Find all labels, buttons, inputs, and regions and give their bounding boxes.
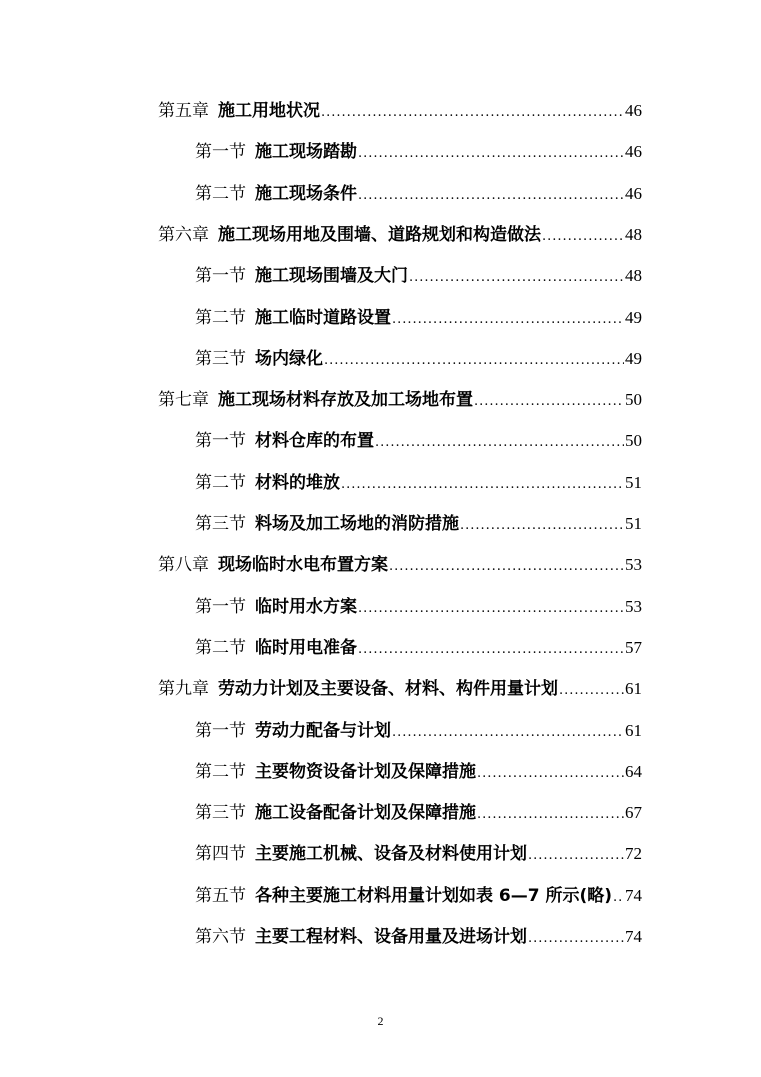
toc-entry-page: 51	[625, 472, 642, 492]
toc-entry-page: 50	[625, 390, 642, 410]
toc-entry-page: 51	[625, 514, 642, 533]
page-number: 2	[377, 1014, 384, 1028]
toc-entry-page: 48	[625, 224, 642, 244]
toc-entry-number: 第一节	[195, 266, 246, 287]
toc-dot-leader	[358, 187, 624, 205]
toc-entry[interactable]	[195, 257, 642, 287]
toc-entry-page: 74	[625, 927, 642, 946]
toc-entry-number: 第一节	[195, 720, 246, 741]
toc-entry[interactable]	[195, 505, 642, 535]
toc-entry-page: 74	[625, 885, 642, 905]
toc-entry-page: 49	[625, 348, 642, 368]
toc-entry[interactable]	[195, 877, 642, 907]
toc-entry-number: 第八章	[158, 555, 209, 576]
toc-dot-leader	[375, 434, 624, 452]
toc-entry-title: 主要物资设备计划及保障措施	[255, 761, 476, 782]
toc-entry-number: 第二节	[195, 183, 246, 204]
toc-entry-page: 64	[625, 761, 642, 781]
toc-entry-number: 第二节	[195, 637, 246, 658]
toc-entry[interactable]	[195, 175, 642, 205]
toc-entry-title: 主要工程材料、设备用量及进场计划	[255, 927, 527, 947]
toc-entry-title: 施工现场材料存放及加工场地布置	[218, 390, 473, 411]
toc-entry[interactable]	[195, 835, 642, 865]
toc-entry-title: 现场临时水电布置方案	[218, 555, 388, 576]
toc-entry-number: 第一节	[195, 431, 246, 452]
toc-entry[interactable]	[195, 629, 642, 659]
toc-dot-leader	[358, 641, 624, 659]
toc-entry-title: 劳动力计划及主要设备、材料、构件用量计划	[218, 679, 558, 700]
toc-entry-page: 53	[625, 596, 642, 616]
toc-entry-title: 临时用电准备	[255, 637, 357, 658]
toc-dot-leader	[392, 724, 624, 742]
toc-dot-leader	[409, 269, 624, 287]
toc-entry[interactable]	[195, 133, 642, 163]
toc-entry-title: 临时用水方案	[255, 596, 357, 617]
toc-dot-leader	[392, 311, 624, 329]
toc-entry[interactable]	[158, 92, 642, 122]
toc-entry-number: 第七章	[158, 390, 209, 411]
toc-entry-number: 第六节	[195, 927, 246, 947]
toc-entry-number: 第三节	[195, 514, 246, 534]
toc-entry-title: 施工现场用地及围墙、道路规划和构造做法	[218, 224, 541, 245]
toc-entry-title: 场内绿化	[255, 348, 323, 369]
toc-entry[interactable]	[195, 753, 642, 783]
toc-entry[interactable]	[195, 340, 642, 370]
toc-entry-number: 第二节	[195, 472, 246, 493]
toc-entry-title: 施工设备配备计划及保障措施	[255, 803, 476, 824]
toc-entry-number: 第二节	[195, 761, 246, 782]
toc-entry-page: 46	[625, 183, 642, 203]
toc-entry-title: 料场及加工场地的消防措施	[255, 514, 459, 534]
toc-dot-leader	[528, 847, 624, 865]
toc-entry[interactable]	[195, 918, 642, 948]
toc-entry[interactable]	[195, 422, 642, 452]
toc-entry-page: 61	[625, 720, 642, 740]
toc-dot-leader	[477, 765, 624, 783]
toc-entry-number: 第二节	[195, 307, 246, 328]
toc-entry-page: 67	[625, 803, 642, 823]
toc-entry-title: 施工现场踏勘	[255, 142, 357, 163]
toc-entry[interactable]	[195, 588, 642, 618]
toc-dot-leader	[389, 558, 624, 576]
toc-entry[interactable]	[195, 794, 642, 824]
toc-entry-page: 72	[625, 844, 642, 864]
toc-entry-title: 施工临时道路设置	[255, 307, 391, 328]
toc-entry[interactable]	[195, 464, 642, 494]
toc-entry-title: 材料仓库的布置	[255, 431, 374, 452]
toc-entry-number: 第五章	[158, 101, 209, 121]
toc-entry-title: 施工现场围墙及大门	[255, 266, 408, 287]
toc-entry-title: 施工现场条件	[255, 183, 357, 204]
toc-entry-number: 第一节	[195, 142, 246, 163]
toc-entry-number: 第三节	[195, 348, 246, 369]
toc-entry-page: 49	[625, 307, 642, 327]
toc-entry[interactable]	[195, 712, 642, 742]
toc-dot-leader	[358, 145, 624, 163]
toc-dot-leader	[358, 600, 624, 618]
toc-dot-leader	[542, 228, 624, 246]
toc-entry-title: 各种主要施工材料用量计划如表 6—7 所示(略)	[255, 885, 613, 906]
toc-entry-title: 主要施工机械、设备及材料使用计划	[255, 844, 527, 865]
toc-dot-leader	[341, 476, 624, 494]
toc-entry-page: 61	[625, 679, 642, 699]
toc-dot-leader	[324, 352, 624, 370]
toc-entry-number: 第九章	[158, 679, 209, 700]
toc-entry-page: 46	[625, 101, 642, 120]
toc-entry[interactable]	[195, 299, 642, 329]
toc-entry[interactable]	[158, 381, 642, 411]
toc-entry-number: 第四节	[195, 844, 246, 865]
toc-entry-number: 第一节	[195, 596, 246, 617]
toc-dot-leader	[613, 889, 624, 907]
toc-entry-number: 第五节	[195, 885, 246, 906]
toc-dot-leader	[559, 682, 624, 700]
toc-dot-leader	[528, 930, 624, 948]
toc-entry-page: 53	[625, 555, 642, 575]
toc-dot-leader	[477, 806, 624, 824]
toc-dot-leader	[460, 517, 624, 535]
toc-entry-title: 劳动力配备与计划	[255, 720, 391, 741]
toc-entry-title: 材料的堆放	[255, 472, 340, 493]
toc-entry-number: 第三节	[195, 803, 246, 824]
toc-entry[interactable]	[158, 546, 642, 576]
toc-entry-title: 施工用地状况	[218, 101, 320, 121]
toc-entry[interactable]	[158, 670, 642, 700]
toc-entry-number: 第六章	[158, 224, 209, 245]
toc-dot-leader	[474, 393, 624, 411]
toc-entry-page: 46	[625, 142, 642, 162]
toc-entry-page: 50	[625, 431, 642, 451]
toc-entry[interactable]	[158, 216, 642, 246]
toc-entry-page: 48	[625, 266, 642, 286]
toc-entry-page: 57	[625, 637, 642, 657]
toc-dot-leader	[321, 104, 624, 122]
